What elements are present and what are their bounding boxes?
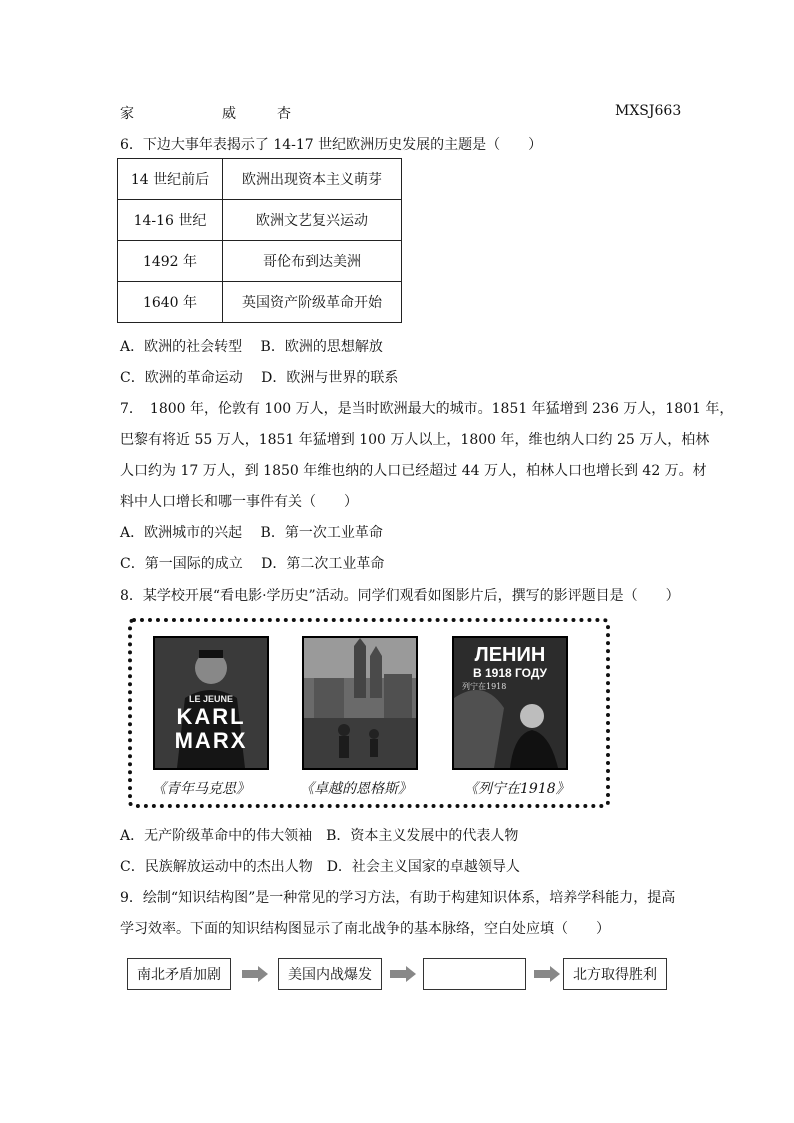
q8-options-ab: A．无产阶级革命中的伟大领袖 B．资本主义发展中的代表人物 <box>120 828 519 844</box>
q6-options-cd: C．欧洲的革命运动 D．欧洲与世界的联系 <box>120 370 399 386</box>
table-row <box>118 282 402 323</box>
poster-caption-1: 《青年马克思》 <box>152 781 250 797</box>
flow-box-blank <box>423 958 526 990</box>
poster-title-karl: KARL <box>176 704 246 729</box>
q7-line-2: 巴黎有将近 55 万人，1851 年猛增到 100 万人以上，1800 年，维也纳人口约 25 万人，柏林 <box>120 432 710 448</box>
q6-stem: 6．下边大事年表揭示了 14-17 世纪欧洲历史发展的主题是（ ） <box>120 137 543 153</box>
table-cell-time: 14 世纪前后 <box>118 159 223 200</box>
q9-line-1: 9．绘制“知识结构图”是一种常见的学习方法，有助于构建知识体系，培养学科能力，提高 <box>120 890 676 906</box>
table-cell-time: 1492 年 <box>118 241 223 282</box>
header-code: MXSJ663 <box>615 103 682 119</box>
table-cell-event: 欧洲出现资本主义萌芽 <box>223 159 402 200</box>
poster-scene-image <box>304 638 416 768</box>
q6-options-ab: A．欧洲的社会转型 B．欧洲的思想解放 <box>120 339 383 355</box>
poster-title-small: LE JEUNE <box>188 694 233 704</box>
poster-caption-3: 《列宁在1918》 <box>464 781 570 797</box>
flow-box-2: 美国内战爆发 <box>278 958 382 990</box>
table-cell-event: 欧洲文艺复兴运动 <box>223 200 402 241</box>
table-cell-time: 1640 年 <box>118 282 223 323</box>
q6-timeline-table <box>117 158 402 323</box>
q7-options-cd: C．第一国际的成立 D．第二次工业革命 <box>120 556 385 572</box>
poster-title-lenin: ЛЕНИН <box>474 644 546 666</box>
flow-arrow-icon <box>242 966 268 982</box>
poster-title-1918: В 1918 ГОДУ <box>472 666 547 680</box>
flow-box-4: 北方取得胜利 <box>563 958 667 990</box>
poster-young-marx <box>153 636 269 770</box>
table-cell-time: 14-16 世纪 <box>118 200 223 241</box>
poster-engels <box>302 636 418 770</box>
flow-arrow-icon <box>390 966 416 982</box>
flow-arrow-icon <box>534 966 560 982</box>
flow-box-1: 南北矛盾加剧 <box>127 958 231 990</box>
q9-line-2: 学习效率。下面的知识结构图显示了南北战争的基本脉络，空白处应填（ ） <box>120 921 610 937</box>
q7-line-4: 料中人口增长和哪一事件有关（ ） <box>120 494 358 510</box>
poster-caption-2: 《卓越的恩格斯》 <box>300 781 412 797</box>
table-row <box>118 241 402 282</box>
poster-title-marx: MARX <box>174 728 248 753</box>
q8-stem: 8．某学校开展“看电影·学历史”活动。同学们观看如图影片后，撰写的影评题目是（ ） <box>120 588 680 604</box>
table-row <box>118 159 402 200</box>
header-char-2: 威 <box>222 106 236 122</box>
q7-line-1: 7． 1800 年，伦敦有 100 万人，是当时欧洲最大的城市。1851 年猛增到 236 万人，1801 年， <box>120 401 734 417</box>
q7-options-ab: A．欧洲城市的兴起 B．第一次工业革命 <box>120 525 383 541</box>
q7-line-3: 人口约为 17 万人，到 1850 年维也纳的人口已经超过 44 万人，柏林人口也增长到 42 万。材 <box>120 463 707 479</box>
table-cell-event: 哥伦布到达美洲 <box>223 241 402 282</box>
poster-subtitle-cn: 列宁在1918 <box>462 682 507 691</box>
q8-options-cd: C．民族解放运动中的杰出人物 D．社会主义国家的卓越领导人 <box>120 859 520 875</box>
header-char-3: 杏 <box>277 106 291 122</box>
header-char-1: 家 <box>120 106 134 122</box>
poster-lenin-1918 <box>452 636 568 770</box>
table-row <box>118 200 402 241</box>
table-cell-event: 英国资产阶级革命开始 <box>223 282 402 323</box>
